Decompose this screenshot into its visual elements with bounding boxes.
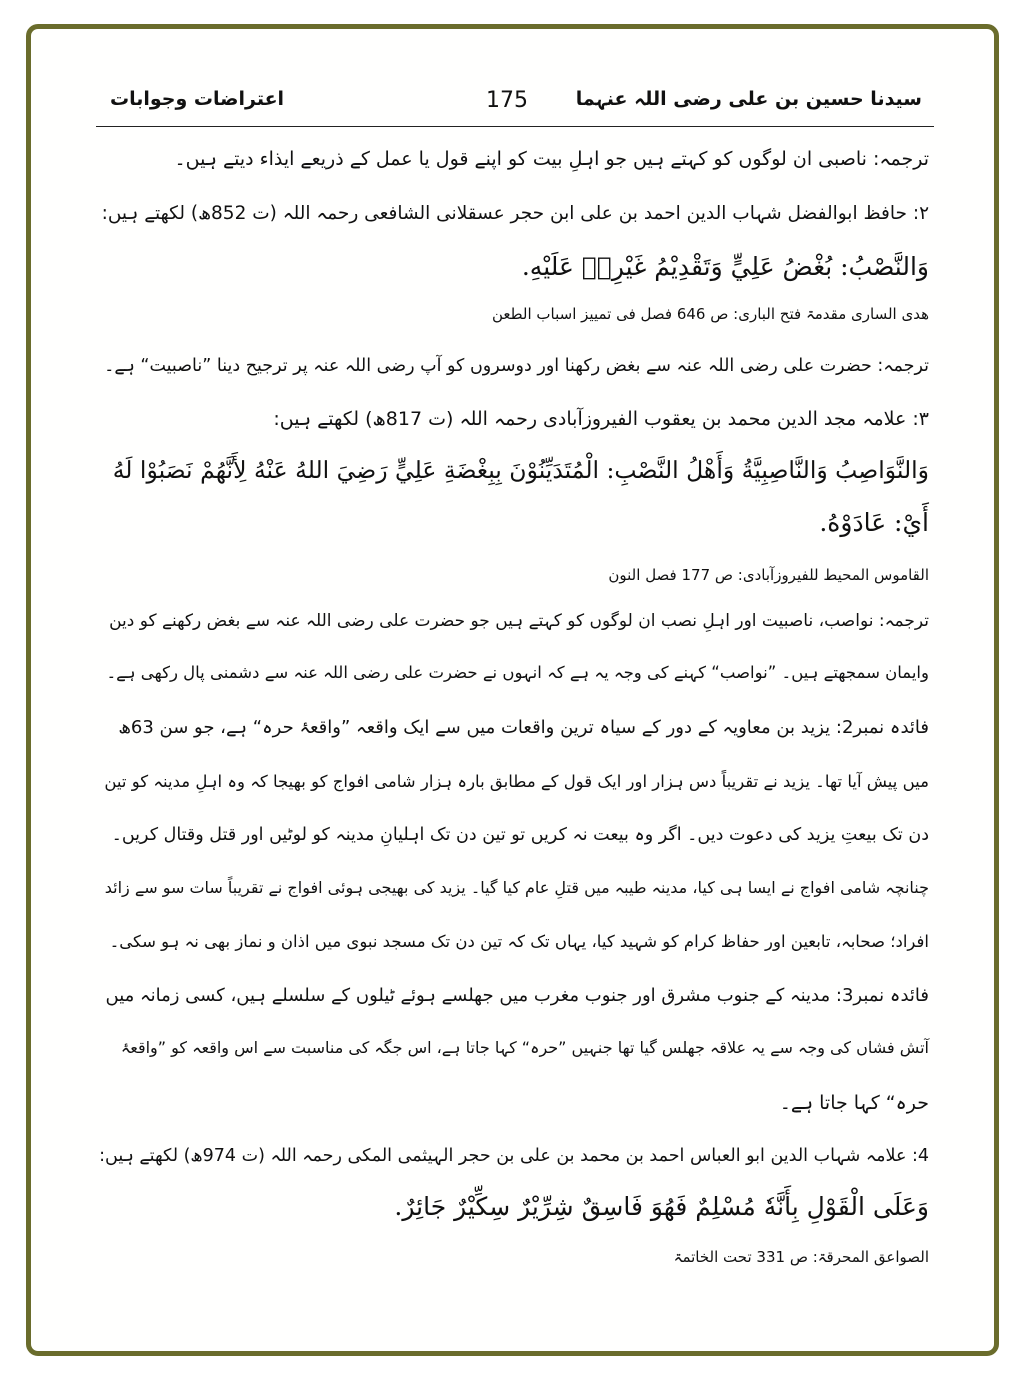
body-text-line: حرہ“ کہا جاتا ہے۔ bbox=[779, 1092, 929, 1114]
page-number: 175 bbox=[486, 88, 528, 113]
translation-line: ترجمہ: ناصبی ان لوگوں کو کہتے ہیں جو اہلِ بیت کو اپنے قول یا عمل کے ذریعے ایذاء دیتے ہیں۔ bbox=[174, 148, 929, 170]
note-heading-line: فائدہ نمبر2: یزید بن معاویہ کے دور کے سیاہ ترین واقعات میں سے ایک واقعہ ”واقعۂ حرہ“ ہے، جو سن 63ھ bbox=[118, 717, 929, 738]
note-heading-line: فائدہ نمبر3: مدینہ کے جنوب مشرق اور جنوب مغرب میں جھلسے ہوئے ٹیلوں کے سلسلے ہیں، کسی زمانہ میں bbox=[105, 985, 929, 1006]
source-citation: ھدی الساری مقدمۃ فتح الباری: ص 646 فصل فی تمییز اسباب الطعن bbox=[491, 305, 929, 323]
body-text-line: آتش فشاں کی وجہ سے یہ علاقہ جھلس گیا تھا جنہیں ”حرہ“ کہا جاتا ہے، اس جگہ کی مناسبت سے اس واقعہ کو ”واقعۂ bbox=[120, 1038, 929, 1057]
header-chapter-title: اعتراضات وجوابات bbox=[110, 88, 285, 110]
arabic-quote-line: وَالنَّصْبُ: بُغْضُ عَلِيٍّ وَتَقْدِيْمُ غَيْرِهٖ عَلَيْهِ. bbox=[521, 252, 929, 281]
body-text-line: دن تک بیعتِ یزید کی دعوت دیں۔ اگر وہ بیعت نہ کریں تو تین دن تک اہلیانِ مدینہ کو لوٹیں اور قتل وقتال کریں۔ bbox=[111, 825, 929, 845]
body-text-line: میں پیش آیا تھا۔ یزید نے تقریباً دس ہزار اور ایک قول کے مطابق بارہ ہزار شامی افواج کو بھیجا کہ وہ اہلِ مدینہ کو تین bbox=[104, 772, 929, 791]
page-header bbox=[96, 64, 934, 127]
reference-intro-line: ۳: علامہ مجد الدین محمد بن یعقوب الفیروزآبادی رحمہ اللہ (ت 817ھ) لکھتے ہیں: bbox=[273, 408, 929, 430]
reference-intro-line: ۲: حافظ ابوالفضل شہاب الدین احمد بن علی ابن حجر عسقلانی الشافعی رحمہ اللہ (ت 852ھ) لکھتے ہیں: bbox=[101, 203, 929, 224]
source-citation: الصواعق المحرقۃ: ص 331 تحت الخاتمۃ bbox=[673, 1248, 929, 1266]
translation-line: ترجمہ: نواصب، ناصبیت اور اہلِ نصب ان لوگوں کو کہتے ہیں جو حضرت علی رضی اللہ عنہ سے بغض رکھنے کو دین bbox=[109, 611, 929, 631]
body-text-line: وایمان سمجھتے ہیں۔ ”نواصب“ کہنے کی وجہ یہ ہے کہ انہوں نے حضرت علی رضی اللہ عنہ سے دشمنی پال رکھی ہے۔ bbox=[106, 663, 929, 682]
header-book-title: سیدنا حسین بن علی رضی اللہ عنہما bbox=[575, 88, 922, 110]
arabic-quote-line: أَيْ: عَادَوْهُ. bbox=[819, 508, 929, 537]
body-text-line: افراد؛ صحابہ، تابعین اور حفاظ کرام کو شہید کیا، یہاں تک کہ تین دن تک مسجد نبوی میں اذان و نماز بھی نہ ہو سکی۔ bbox=[109, 932, 929, 951]
translation-line: ترجمہ: حضرت علی رضی اللہ عنہ سے بغض رکھنا اور دوسروں کو آپ رضی اللہ عنہ پر ترجیح دینا ”ناصبیت“ ہے۔ bbox=[104, 356, 929, 376]
arabic-quote-line: وَعَلَى الْقَوْلِ بِأَنَّهٗ مُسْلِمٌ فَهُوَ فَاسِقٌ شِرِّيْرٌ سِكِّيْرٌ جَائِرٌ. bbox=[394, 1192, 929, 1221]
arabic-quote-line: وَالنَّوَاصِبُ وَالنَّاصِبِيَّةُ وَأَهْلُ النَّصْبِ: الْمُتَدَيِّنُوْنَ بِبِغْضَةِ عَلِيٍّ رَضِيَ اللهُ عَنْهُ لِأَنَّهُمْ نَصَبُوْا لَهُ bbox=[112, 456, 929, 484]
reference-intro-line: 4: علامہ شہاب الدین ابو العباس احمد بن محمد بن علی بن حجر الہیثمی المکی رحمہ اللہ (ت 974ھ) لکھتے ہیں: bbox=[99, 1146, 929, 1166]
source-citation: القاموس المحیط للفیروزآبادی: ص 177 فصل النون bbox=[608, 566, 929, 584]
body-text-line: چنانچہ شامی افواج نے ایسا ہی کیا، مدینہ طیبہ میں قتلِ عام کیا گیا۔ یزید کی بھیجی ہوئی افواج نے تقریباً سات سو سے زائد bbox=[104, 878, 929, 897]
